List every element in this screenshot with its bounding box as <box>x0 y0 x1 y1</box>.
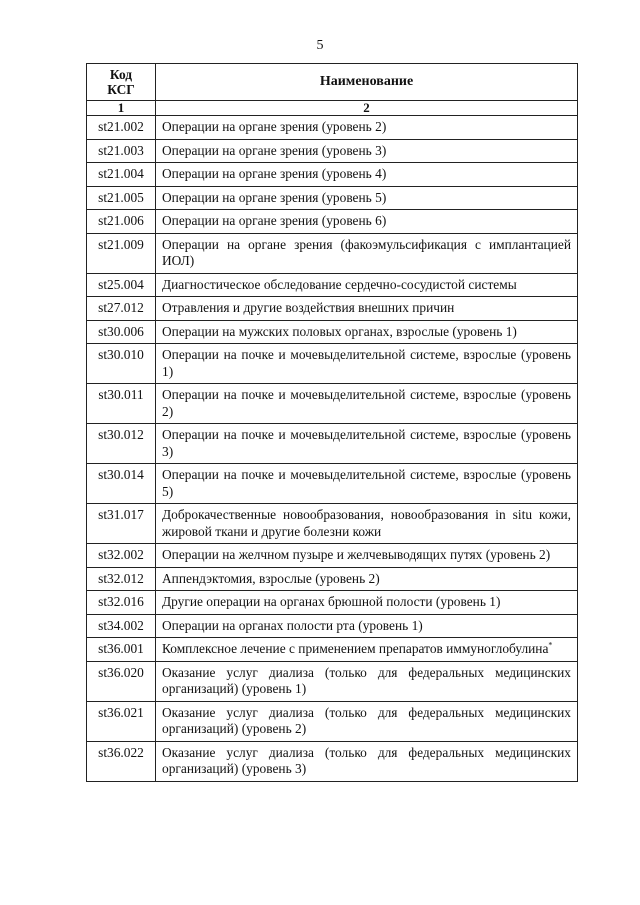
table-row <box>87 344 578 384</box>
ksg-name-text: Оказание услуг диализа (только для федеральных медицинских организаций) (уровень 3) <box>162 744 571 776</box>
ksg-name-cell <box>156 741 578 781</box>
ksg-name-cell <box>156 163 578 187</box>
table-row <box>87 504 578 544</box>
ksg-code-cell: st32.002 <box>87 544 156 568</box>
ksg-code-cell: st21.006 <box>87 210 156 234</box>
ksg-code-cell: st21.003 <box>87 139 156 163</box>
table-row <box>87 591 578 615</box>
ksg-code-cell: st30.010 <box>87 344 156 384</box>
header-name: Наименование <box>156 64 578 101</box>
ksg-code-cell: st32.016 <box>87 591 156 615</box>
ksg-code-cell: st30.006 <box>87 320 156 344</box>
ksg-name-cell <box>156 344 578 384</box>
footnote-mark: * <box>548 640 553 650</box>
table-header <box>87 64 578 116</box>
ksg-code-cell: st36.022 <box>87 741 156 781</box>
ksg-name-cell <box>156 297 578 321</box>
ksg-name-text: Операции на органе зрения (уровень 4) <box>162 166 387 181</box>
ksg-name-text: Операции на органах полости рта (уровень 1) <box>162 617 423 633</box>
header-row <box>87 64 578 101</box>
ksg-name-text: Доброкачественные новообразования, новообразования in situ кожи, жировой ткани и другие болезни кожи <box>162 507 571 539</box>
table-row <box>87 297 578 321</box>
header-code-line1: Код <box>109 67 133 82</box>
ksg-name-text: Операции на органе зрения (уровень 3) <box>162 142 387 158</box>
table-row <box>87 233 578 273</box>
ksg-name-text: Операции на мужских половых органах, взрослые (уровень 1) <box>162 323 517 339</box>
table-row <box>87 701 578 741</box>
ksg-name-cell <box>156 210 578 234</box>
table-row <box>87 424 578 464</box>
table-row <box>87 116 578 140</box>
ksg-name-text: Отравления и другие воздействия внешних причин <box>162 300 455 315</box>
ksg-code-cell: st30.014 <box>87 464 156 504</box>
ksg-name-text: Аппендэктомия, взрослые (уровень 2) <box>162 570 380 586</box>
ksg-code-cell: st30.012 <box>87 424 156 464</box>
ksg-code-cell: st21.002 <box>87 116 156 140</box>
ksg-name-text: Операции на органе зрения (уровень 6) <box>162 213 387 228</box>
ksg-code-cell: st36.001 <box>87 638 156 662</box>
ksg-name-text: Оказание услуг диализа (только для федеральных медицинских организаций) (уровень 1) <box>162 664 571 696</box>
ksg-code-cell: st21.004 <box>87 163 156 187</box>
ksg-code-cell: st32.012 <box>87 567 156 591</box>
ksg-table <box>86 63 578 782</box>
table-row <box>87 384 578 424</box>
table-row <box>87 320 578 344</box>
ksg-name-text: Операции на органе зрения (факоэмульсификация с имплантацией ИОЛ) <box>162 236 571 268</box>
ksg-name-cell <box>156 424 578 464</box>
ksg-name-text: Операции на желчном пузыре и желчевыводящих путях (уровень 2) <box>162 547 551 562</box>
ksg-name-cell <box>156 638 578 662</box>
ksg-code-cell: st34.002 <box>87 614 156 638</box>
ksg-name-text: Операции на почке и мочевыделительной системе, взрослые (уровень 2) <box>162 387 571 419</box>
table-row <box>87 661 578 701</box>
ksg-name-cell <box>156 384 578 424</box>
ksg-code-cell: st21.009 <box>87 233 156 273</box>
table-body <box>87 116 578 782</box>
ksg-name-text: Операции на почке и мочевыделительной системе, взрослые (уровень 1) <box>162 347 571 379</box>
ksg-name-text: Другие операции на органах брюшной полости (уровень 1) <box>162 594 501 609</box>
ksg-code-cell: st30.011 <box>87 384 156 424</box>
ksg-name-cell <box>156 591 578 615</box>
column-numbers-row <box>87 101 578 116</box>
ksg-name-cell <box>156 233 578 273</box>
table-row <box>87 741 578 781</box>
ksg-name-cell <box>156 464 578 504</box>
table-row <box>87 210 578 234</box>
ksg-code-cell: st27.012 <box>87 297 156 321</box>
table-row <box>87 638 578 662</box>
table-row <box>87 186 578 210</box>
table-row <box>87 544 578 568</box>
ksg-name-cell <box>156 320 578 344</box>
ksg-name-text: Операции на органе зрения (уровень 2) <box>162 119 387 134</box>
table-row <box>87 163 578 187</box>
ksg-name-cell <box>156 186 578 210</box>
column-number-1: 1 <box>87 101 156 116</box>
ksg-name-text: Диагностическое обследование сердечно-сосудистой системы <box>162 276 517 292</box>
ksg-name-cell <box>156 614 578 638</box>
ksg-name-text: Комплексное лечение с применением препаратов иммуноглобулина <box>162 641 549 656</box>
ksg-name-cell <box>156 567 578 591</box>
ksg-name-text: Операции на почке и мочевыделительной системе, взрослые (уровень 5) <box>162 467 571 499</box>
ksg-code-cell: st21.005 <box>87 186 156 210</box>
page-number: 5 <box>316 38 324 53</box>
ksg-name-cell <box>156 116 578 140</box>
ksg-code-cell: st25.004 <box>87 273 156 297</box>
ksg-name-cell <box>156 544 578 568</box>
table-row <box>87 139 578 163</box>
ksg-name-text: Операции на почке и мочевыделительной системе, взрослые (уровень 3) <box>162 427 571 459</box>
table-row <box>87 567 578 591</box>
header-code-line2: КСГ <box>107 82 135 97</box>
ksg-name-cell <box>156 661 578 701</box>
column-number-2: 2 <box>156 101 578 116</box>
ksg-code-cell: st31.017 <box>87 504 156 544</box>
ksg-name-text: Оказание услуг диализа (только для федеральных медицинских организаций) (уровень 2) <box>162 704 571 736</box>
ksg-name-cell <box>156 139 578 163</box>
header-code <box>87 64 156 101</box>
table-row <box>87 464 578 504</box>
ksg-name-cell <box>156 504 578 544</box>
table-row <box>87 273 578 297</box>
ksg-name-text: Операции на органе зрения (уровень 5) <box>162 189 387 205</box>
ksg-code-cell: st36.020 <box>87 661 156 701</box>
table-row <box>87 614 578 638</box>
ksg-name-cell <box>156 701 578 741</box>
ksg-code-cell: st36.021 <box>87 701 156 741</box>
ksg-name-cell <box>156 273 578 297</box>
